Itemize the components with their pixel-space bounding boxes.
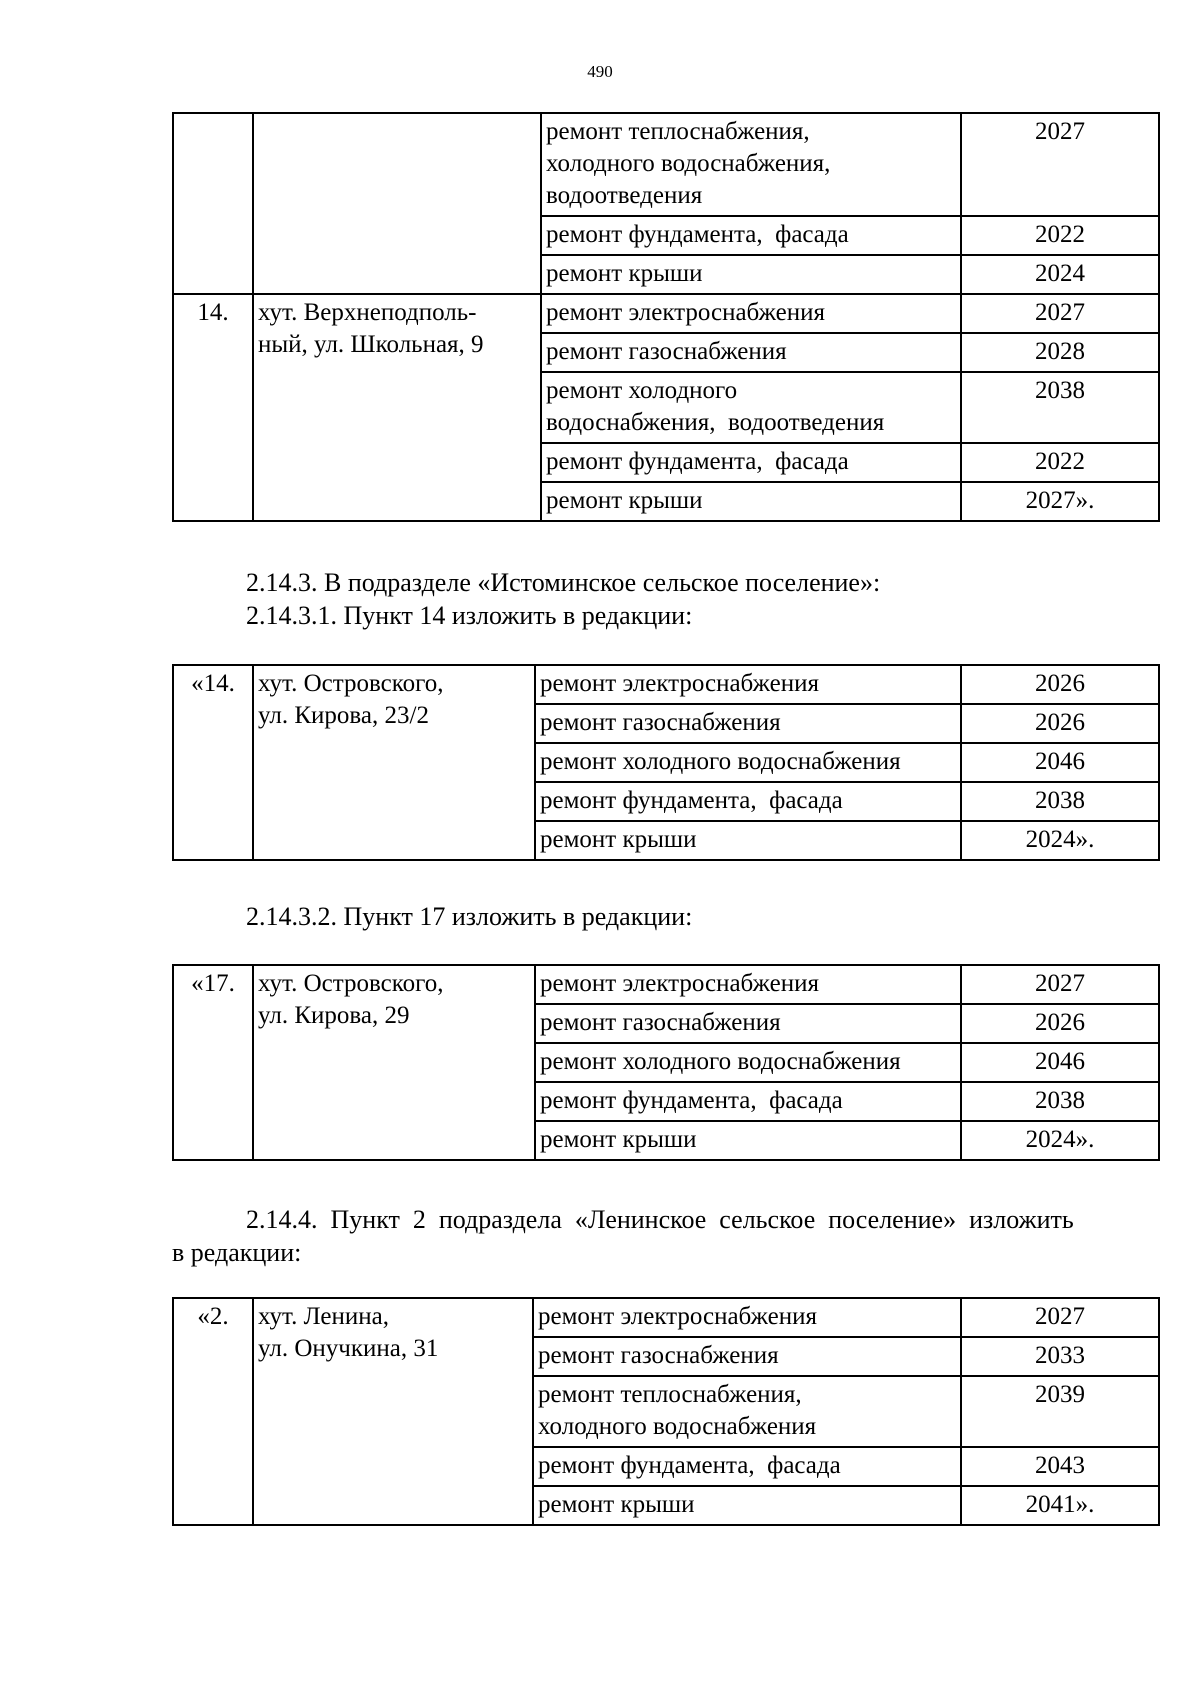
work-cell: ремонт фундамента, фасада <box>535 1082 961 1121</box>
num-cell: «14. <box>173 665 253 860</box>
work-cell: ремонт фундамента, фасада <box>535 782 961 821</box>
work-cell: ремонт крыши <box>533 1486 961 1525</box>
year-cell: 2039 <box>961 1376 1159 1447</box>
year-cell: 2026 <box>961 704 1159 743</box>
work-cell: ремонт фундамента, фасада <box>541 443 961 482</box>
year-cell: 2027 <box>961 1298 1159 1337</box>
paragraph-2-14-3-1: 2.14.3.1. Пункт 14 изложить в редакции: <box>246 601 693 630</box>
year-cell: 2024 <box>961 255 1159 294</box>
work-cell: ремонт крыши <box>541 482 961 521</box>
year-cell: 2046 <box>961 1043 1159 1082</box>
year-cell: 2022 <box>961 443 1159 482</box>
paragraph-2-14-3-2: 2.14.3.2. Пункт 17 изложить в редакции: <box>246 902 693 931</box>
year-cell: 2022 <box>961 216 1159 255</box>
address-cell: хут. Островского, ул. Кирова, 29 <box>253 965 535 1160</box>
year-cell: 2038 <box>961 1082 1159 1121</box>
year-cell: 2027 <box>961 294 1159 333</box>
address-cell <box>253 113 541 294</box>
paragraph-2-14-4: 2.14.4. Пункт 2 подраздела «Ленинское сельское поселение» изложить <box>246 1205 1074 1234</box>
work-cell: ремонт электроснабжения <box>541 294 961 333</box>
work-cell: ремонт холодного водоснабжения <box>535 1043 961 1082</box>
address-cell: хут. Верхнеподполь- ный, ул. Школьная, 9 <box>253 294 541 521</box>
year-cell: 2027 <box>961 113 1159 216</box>
work-cell: ремонт газоснабжения <box>535 1004 961 1043</box>
paragraph-2-14-4-cont: в редакции: <box>172 1238 302 1267</box>
num-cell: 14. <box>173 294 253 521</box>
year-cell: 2026 <box>961 665 1159 704</box>
paragraph-2-14-3: 2.14.3. В подразделе «Истоминское сельское поселение»: <box>246 568 881 597</box>
address-cell: хут. Островского, ул. Кирова, 23/2 <box>253 665 535 860</box>
year-cell: 2038 <box>961 372 1159 443</box>
table-row <box>173 294 1159 333</box>
table-row <box>173 665 1159 704</box>
work-cell: ремонт газоснабжения <box>533 1337 961 1376</box>
year-cell: 2046 <box>961 743 1159 782</box>
year-cell: 2038 <box>961 782 1159 821</box>
page-number: 490 <box>587 62 613 81</box>
work-cell: ремонт крыши <box>541 255 961 294</box>
work-cell: ремонт электроснабжения <box>535 965 961 1004</box>
year-cell: 2024». <box>961 1121 1159 1160</box>
table-item-17 <box>172 964 1160 1161</box>
year-cell: 2033 <box>961 1337 1159 1376</box>
year-cell: 2028 <box>961 333 1159 372</box>
work-cell: ремонт фундамента, фасада <box>533 1447 961 1486</box>
work-cell: ремонт холодного водоснабжения, водоотведения <box>541 372 961 443</box>
num-cell <box>173 113 253 294</box>
table-row <box>173 1298 1159 1337</box>
table-item-14 <box>172 664 1160 861</box>
table-continued <box>172 112 1160 522</box>
address-cell: хут. Ленина, ул. Онучкина, 31 <box>253 1298 533 1525</box>
work-cell: ремонт электроснабжения <box>535 665 961 704</box>
table-item-2 <box>172 1297 1160 1526</box>
work-cell: ремонт газоснабжения <box>541 333 961 372</box>
work-cell: ремонт газоснабжения <box>535 704 961 743</box>
year-cell: 2027 <box>961 965 1159 1004</box>
work-cell: ремонт теплоснабжения, холодного водоснабжения, водоотведения <box>541 113 961 216</box>
work-cell: ремонт холодного водоснабжения <box>535 743 961 782</box>
table-row <box>173 113 1159 216</box>
work-cell: ремонт крыши <box>535 821 961 860</box>
num-cell: «17. <box>173 965 253 1160</box>
num-cell: «2. <box>173 1298 253 1525</box>
year-cell: 2024». <box>961 821 1159 860</box>
year-cell: 2026 <box>961 1004 1159 1043</box>
year-cell: 2027». <box>961 482 1159 521</box>
work-cell: ремонт фундамента, фасада <box>541 216 961 255</box>
year-cell: 2043 <box>961 1447 1159 1486</box>
table-row <box>173 965 1159 1004</box>
work-cell: ремонт теплоснабжения, холодного водоснабжения <box>533 1376 961 1447</box>
year-cell: 2041». <box>961 1486 1159 1525</box>
work-cell: ремонт крыши <box>535 1121 961 1160</box>
work-cell: ремонт электроснабжения <box>533 1298 961 1337</box>
